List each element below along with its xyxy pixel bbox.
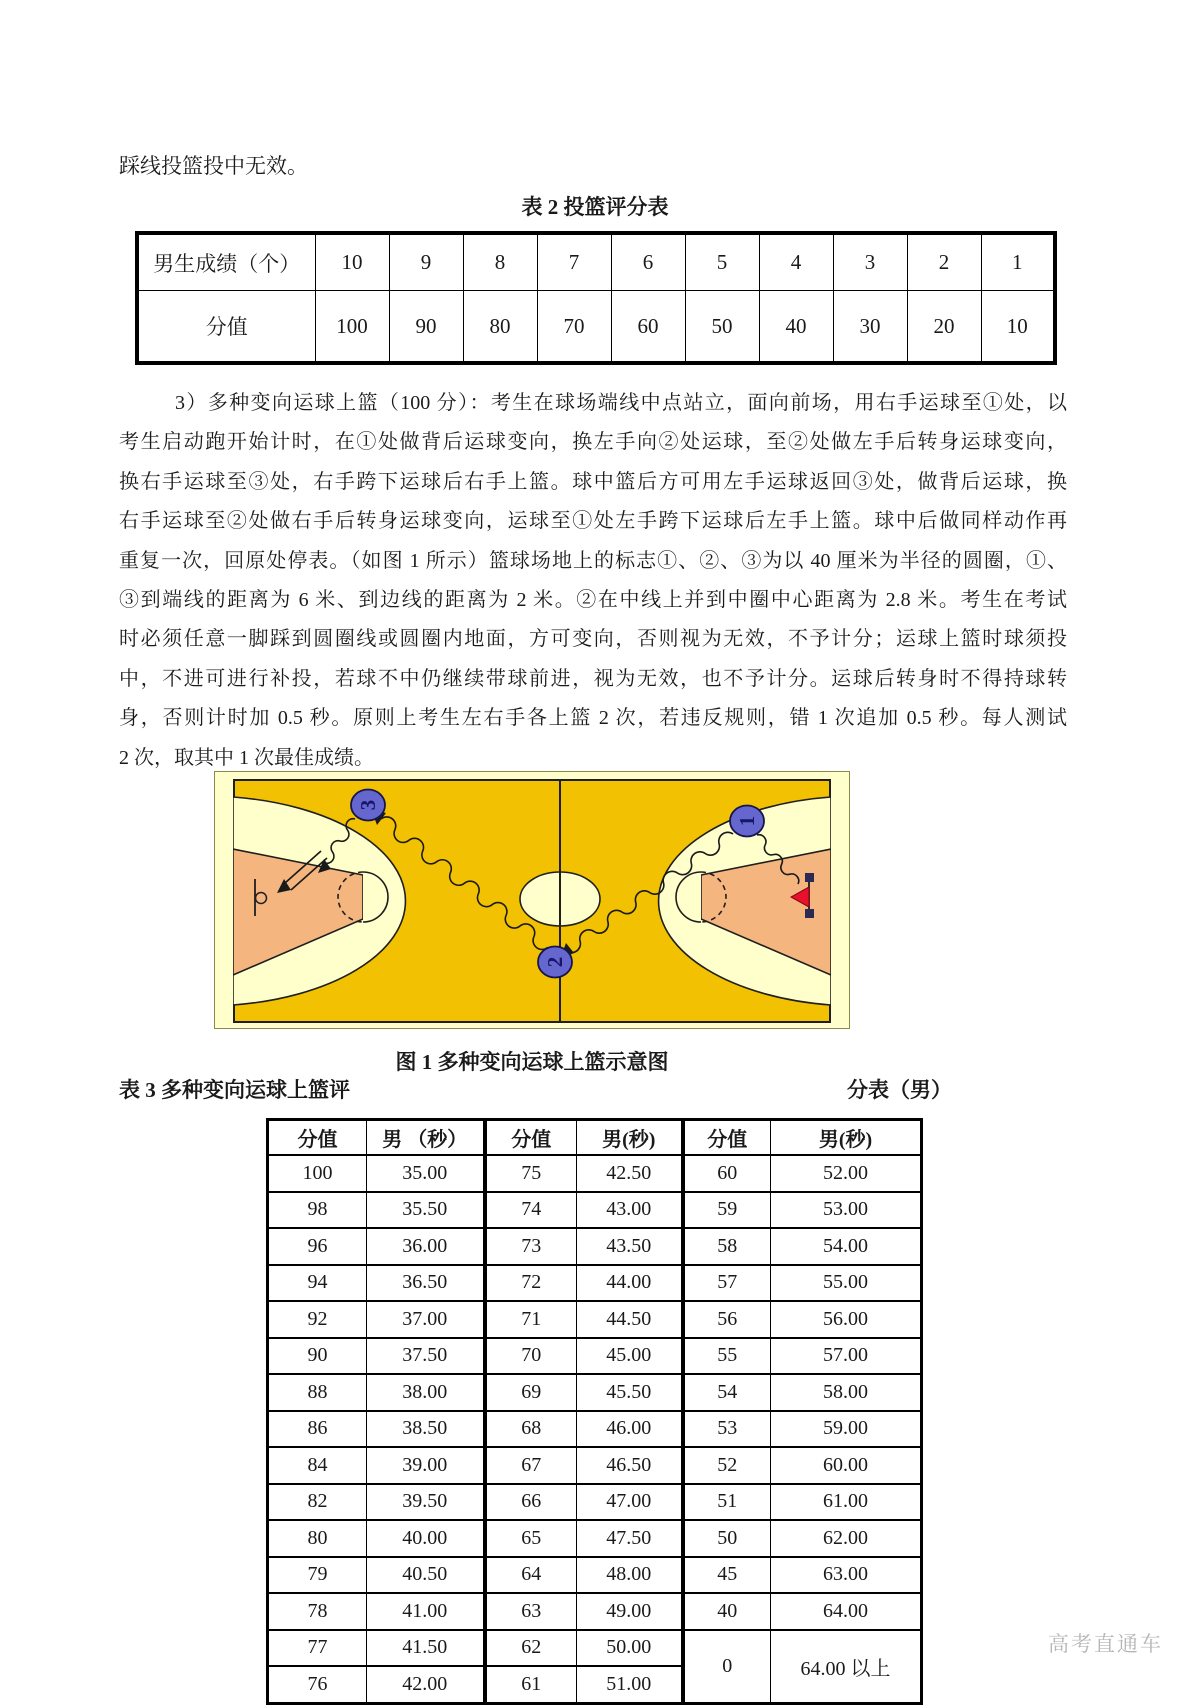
time-cell: 47.50 <box>577 1520 683 1557</box>
column-header: 男(秒) <box>577 1120 683 1156</box>
time-cell: 58.00 <box>771 1374 922 1411</box>
time-cell: 41.00 <box>367 1593 485 1630</box>
intro-line: 踩线投篮投中无效。 <box>119 154 308 178</box>
time-cell: 36.00 <box>367 1228 485 1265</box>
time-cell: 38.00 <box>367 1374 485 1411</box>
score-cell: 40 <box>759 291 833 364</box>
table-row <box>268 1557 922 1594</box>
row-header: 分值 <box>137 291 315 364</box>
shooting-score-table-wrap <box>135 231 1057 365</box>
score-cell: 8 <box>463 233 537 291</box>
right-board-block-bottom <box>805 909 814 918</box>
table-row <box>268 1374 922 1411</box>
time-cell: 40.00 <box>367 1520 485 1557</box>
score-cell: 75 <box>485 1155 577 1192</box>
header-row <box>268 1120 922 1156</box>
paragraph-line: 时必须任意一脚踩到圆圈线或圆圈内地面，方可变向，否则视为无效，不予计分；运球上篮时球须投 <box>119 628 1067 651</box>
score-cell: 30 <box>833 291 907 364</box>
score-cell: 74 <box>485 1192 577 1229</box>
score-cell: 53 <box>683 1411 771 1448</box>
court-figure-frame <box>214 771 850 1029</box>
paragraph-line: 考生启动跑开始计时，在①处做背后运球变向，换左手向②处运球，至②处做左手后转身运球变向， <box>119 431 1067 454</box>
score-cell: 66 <box>485 1484 577 1521</box>
marker-label-3: 3 <box>356 799 380 811</box>
score-cell: 60 <box>611 291 685 364</box>
score-cell: 40 <box>683 1593 771 1630</box>
column-header: 分值 <box>485 1120 577 1156</box>
score-cell: 70 <box>537 291 611 364</box>
time-cell: 49.00 <box>577 1593 683 1630</box>
time-cell: 43.00 <box>577 1192 683 1229</box>
right-board-block-top <box>805 873 814 882</box>
figure-caption: 图 1 多种变向运球上篮示意图 <box>395 1050 669 1074</box>
score-cell: 76 <box>268 1666 367 1703</box>
time-cell: 37.00 <box>367 1301 485 1338</box>
score-cell: 72 <box>485 1265 577 1302</box>
time-cell: 46.50 <box>577 1447 683 1484</box>
time-cell: 56.00 <box>771 1301 922 1338</box>
column-header: 男(秒) <box>771 1120 922 1156</box>
paragraph-line: ③到端线的距离为 6 米、到边线的距离为 2 米。②在中线上并到中圈中心距离为 2.8 米。考生在考试 <box>119 588 1067 611</box>
score-cell: 1 <box>981 233 1055 291</box>
time-cell: 39.00 <box>367 1447 485 1484</box>
score-cell: 68 <box>485 1411 577 1448</box>
table-row <box>268 1265 922 1302</box>
time-cell: 55.00 <box>771 1265 922 1302</box>
time-cell: 47.00 <box>577 1484 683 1521</box>
table-row <box>268 1192 922 1229</box>
score-cell: 100 <box>315 291 389 364</box>
time-cell: 44.00 <box>577 1265 683 1302</box>
table-row <box>268 1593 922 1630</box>
time-cell: 53.00 <box>771 1192 922 1229</box>
score-cell: 62 <box>485 1630 577 1667</box>
paragraph-line: 右手运球至②处做右手后转身运球变向，运球至①处左手跨下运球后左手上篮。球中后做同样动作再 <box>119 510 1067 533</box>
table-row <box>268 1155 922 1192</box>
table-row <box>268 1301 922 1338</box>
score-cell: 57 <box>683 1265 771 1302</box>
table-row <box>268 1447 922 1484</box>
column-header: 分值 <box>268 1120 367 1156</box>
score-cell: 10 <box>315 233 389 291</box>
table-row <box>268 1411 922 1448</box>
score-cell: 55 <box>683 1338 771 1375</box>
score-cell: 59 <box>683 1192 771 1229</box>
time-cell: 36.50 <box>367 1265 485 1302</box>
score-cell: 61 <box>485 1666 577 1703</box>
paragraph-line: 3）多种变向运球上篮（100 分）：考生在球场端线中点站立，面向前场，用右手运球至①处，以 <box>175 392 1067 414</box>
score-cell: 51 <box>683 1484 771 1521</box>
score-cell: 69 <box>485 1374 577 1411</box>
time-cell: 61.00 <box>771 1484 922 1521</box>
score-cell: 100 <box>268 1155 367 1192</box>
time-cell: 43.50 <box>577 1228 683 1265</box>
time-cell: 52.00 <box>771 1155 922 1192</box>
column-header: 分值 <box>683 1120 771 1156</box>
score-cell: 58 <box>683 1228 771 1265</box>
time-cell: 45.50 <box>577 1374 683 1411</box>
time-cell: 64.00 <box>771 1593 922 1630</box>
time-cell: 51.00 <box>577 1666 683 1703</box>
score-cell: 9 <box>389 233 463 291</box>
score-cell: 98 <box>268 1192 367 1229</box>
score-cell: 20 <box>907 291 981 364</box>
score-cell: 3 <box>833 233 907 291</box>
score-cell: 5 <box>685 233 759 291</box>
score-cell: 90 <box>268 1338 367 1375</box>
score-cell: 90 <box>389 291 463 364</box>
score-cell: 80 <box>463 291 537 364</box>
marker-label-2: 2 <box>543 956 567 968</box>
score-cell: 84 <box>268 1447 367 1484</box>
score-cell: 65 <box>485 1520 577 1557</box>
shooting-score-table <box>135 231 1057 365</box>
table-row <box>268 1484 922 1521</box>
score-cell: 78 <box>268 1593 367 1630</box>
time-cell: 60.00 <box>771 1447 922 1484</box>
score-cell: 10 <box>981 291 1055 364</box>
score-cell: 4 <box>759 233 833 291</box>
table2-title: 表 2 投篮评分表 <box>521 195 669 219</box>
score-cell: 6 <box>611 233 685 291</box>
watermark: 高考直通车 <box>1048 1632 1163 1656</box>
score-cell: 73 <box>485 1228 577 1265</box>
score-cell: 71 <box>485 1301 577 1338</box>
table3-title-left: 表 3 多种变向运球上篮评 <box>119 1078 350 1102</box>
score-cell: 96 <box>268 1228 367 1265</box>
layup-score-table <box>266 1118 923 1705</box>
time-cell: 45.00 <box>577 1338 683 1375</box>
score-cell: 86 <box>268 1411 367 1448</box>
time-cell: 38.50 <box>367 1411 485 1448</box>
time-cell: 63.00 <box>771 1557 922 1594</box>
score-cell: 2 <box>907 233 981 291</box>
paragraph-line: 身，否则计时加 0.5 秒。原则上考生左右手各上篮 2 次，若违反规则，错 1 次追加 0.5 秒。每人测试 <box>119 707 1067 730</box>
score-cell: 80 <box>268 1520 367 1557</box>
score-cell: 7 <box>537 233 611 291</box>
score-cell: 82 <box>268 1484 367 1521</box>
table-row <box>268 1630 922 1667</box>
score-cell: 94 <box>268 1265 367 1302</box>
score-cell: 67 <box>485 1447 577 1484</box>
score-cell: 56 <box>683 1301 771 1338</box>
time-cell: 35.00 <box>367 1155 485 1192</box>
table-row <box>268 1228 922 1265</box>
time-cell: 37.50 <box>367 1338 485 1375</box>
score-cell: 92 <box>268 1301 367 1338</box>
time-cell: 40.50 <box>367 1557 485 1594</box>
paragraph-line: 2 次，取其中 1 次最佳成绩。 <box>119 746 374 769</box>
merged-score-cell: 0 <box>683 1630 771 1704</box>
time-cell: 62.00 <box>771 1520 922 1557</box>
score-cell: 50 <box>685 291 759 364</box>
marker-label-1: 1 <box>735 815 759 827</box>
paragraph-line: 换右手运球至③处，右手跨下运球后右手上篮。球中篮后方可用左手运球返回③处，做背后运球，换 <box>119 470 1067 493</box>
column-header: 男 （秒） <box>367 1120 485 1156</box>
row-header: 男生成绩（个） <box>137 233 315 291</box>
score-cell: 50 <box>683 1520 771 1557</box>
time-cell: 44.50 <box>577 1301 683 1338</box>
score-cell: 70 <box>485 1338 577 1375</box>
score-cell: 52 <box>683 1447 771 1484</box>
paragraph-line: 重复一次，回原处停表。（如图 1 所示）篮球场地上的标志①、②、③为以 40 厘米为半径的圆圈，①、 <box>119 549 1067 572</box>
table-row <box>268 1520 922 1557</box>
score-cell: 79 <box>268 1557 367 1594</box>
table3-title-right: 分表（男） <box>847 1078 952 1102</box>
score-cell: 54 <box>683 1374 771 1411</box>
rules-paragraph <box>119 384 1067 778</box>
table-row <box>268 1338 922 1375</box>
time-cell: 50.00 <box>577 1630 683 1667</box>
merged-time-cell: 64.00 以上 <box>771 1630 922 1704</box>
time-cell: 54.00 <box>771 1228 922 1265</box>
time-cell: 39.50 <box>367 1484 485 1521</box>
table-row <box>137 233 1055 291</box>
time-cell: 48.00 <box>577 1557 683 1594</box>
time-cell: 35.50 <box>367 1192 485 1229</box>
paragraph-line: 中，不进可进行补投，若球不中仍继续带球前进，视为无效，也不予计分。运球后转身时不得持球转 <box>119 667 1067 690</box>
score-cell: 63 <box>485 1593 577 1630</box>
score-cell: 45 <box>683 1557 771 1594</box>
score-cell: 88 <box>268 1374 367 1411</box>
time-cell: 57.00 <box>771 1338 922 1375</box>
time-cell: 59.00 <box>771 1411 922 1448</box>
time-cell: 42.00 <box>367 1666 485 1703</box>
court-figure <box>233 779 831 1023</box>
score-cell: 77 <box>268 1630 367 1667</box>
score-cell: 60 <box>683 1155 771 1192</box>
table-row <box>137 291 1055 364</box>
time-cell: 42.50 <box>577 1155 683 1192</box>
score-cell: 64 <box>485 1557 577 1594</box>
layup-score-table-wrap <box>266 1118 923 1705</box>
time-cell: 41.50 <box>367 1630 485 1667</box>
time-cell: 46.00 <box>577 1411 683 1448</box>
